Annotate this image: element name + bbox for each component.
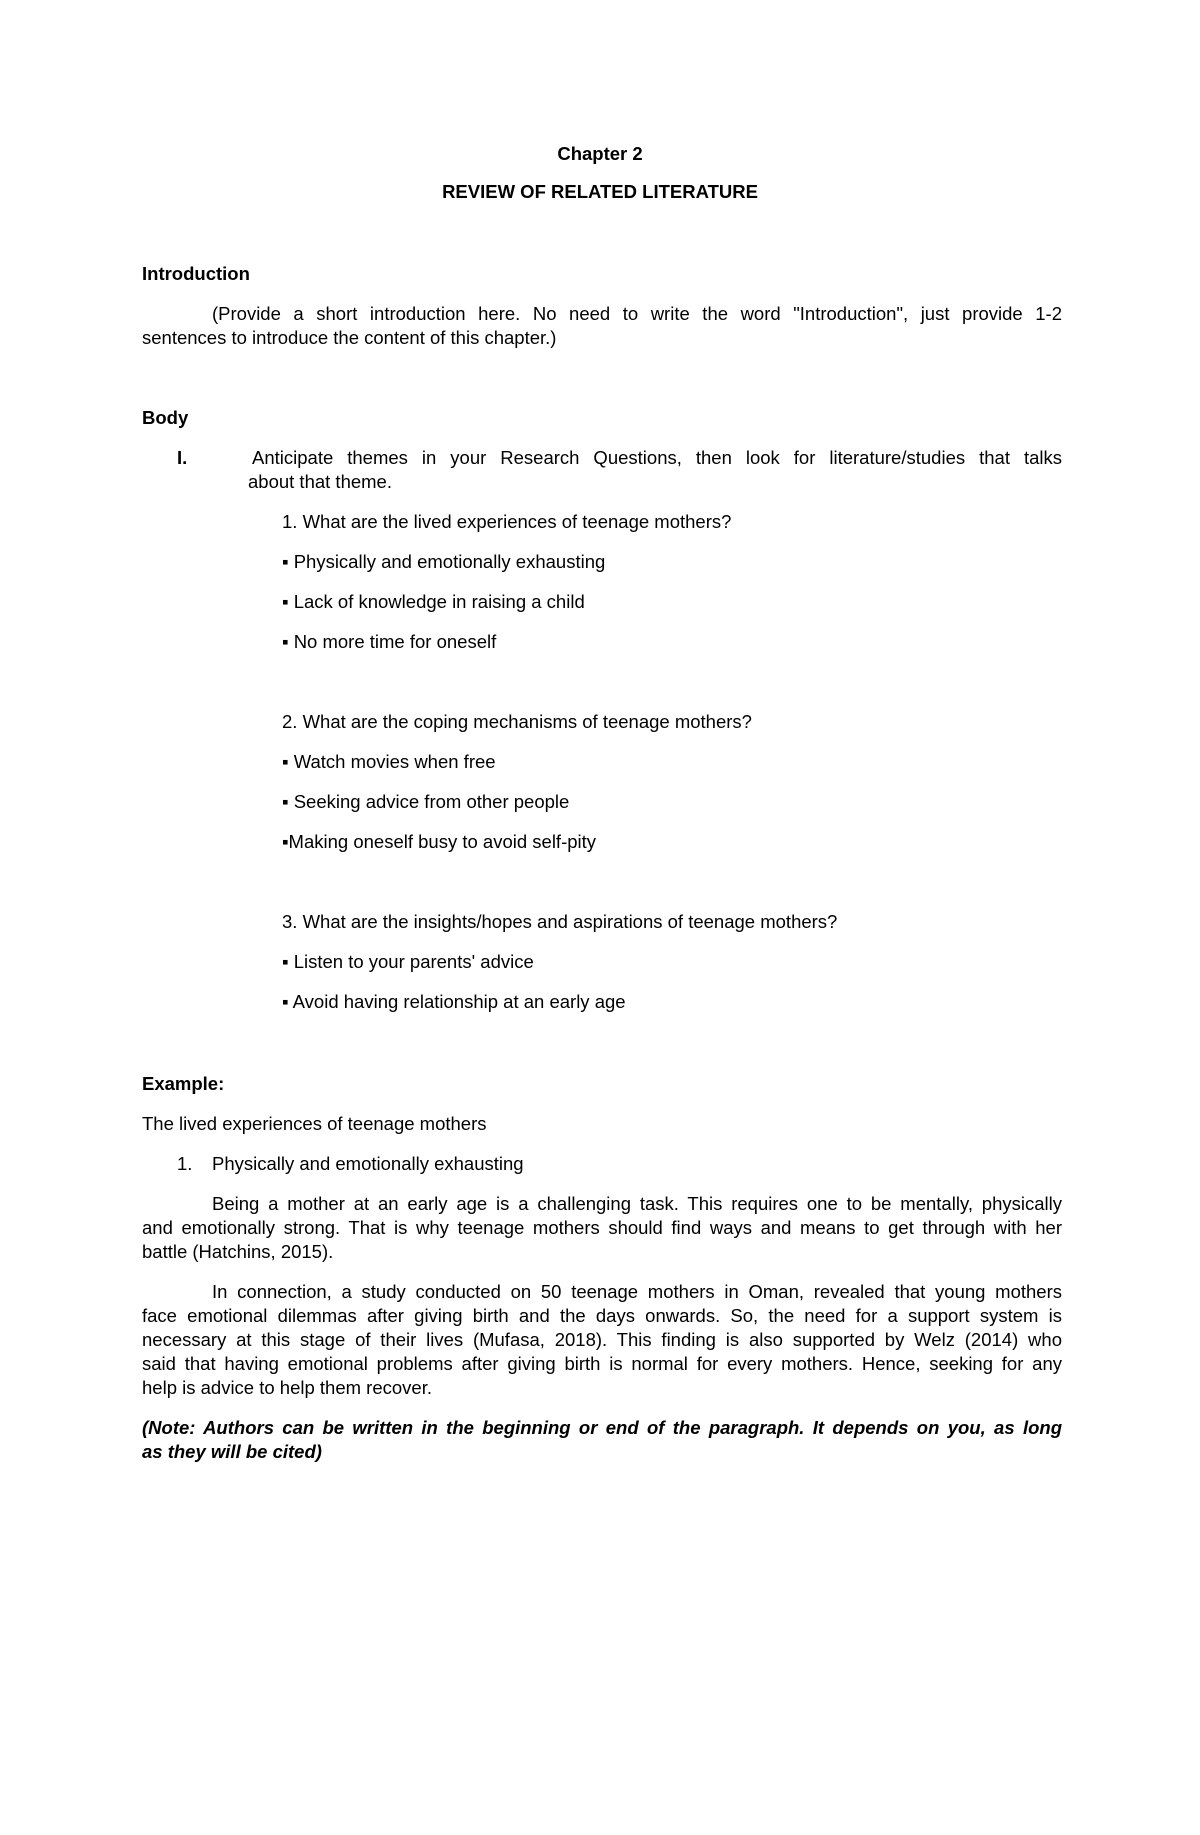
example-list-text: Physically and emotionally exhausting <box>212 1153 524 1174</box>
paragraph-1-line-1: Being a mother at an early age is a challenging task. This requires one to be mentally, physically <box>212 1193 1062 1214</box>
roman-item-line-2: about that theme. <box>248 471 392 492</box>
chapter-title: REVIEW OF RELATED LITERATURE <box>442 181 758 202</box>
paragraph-2-line-4: said that having emotional problems after giving birth is normal for every mothers. Hence, seeking for any <box>142 1353 1062 1374</box>
introduction-line-1: (Provide a short introduction here. No need to write the word "Introduction", just provide 1-2 <box>212 303 1062 324</box>
example-list-number: 1. <box>177 1153 193 1174</box>
paragraph-2-line-3: necessary at this stage of their lives (Mufasa, 2018). This finding is also supported by Welz (2014) who <box>142 1329 1062 1350</box>
introduction-line-2: sentences to introduce the content of this chapter.) <box>142 327 557 348</box>
note-line-2: as they will be cited) <box>142 1441 322 1462</box>
example-subtitle: The lived experiences of teenage mothers <box>142 1113 487 1134</box>
list-item: ▪ Listen to your parents' advice <box>282 951 534 972</box>
roman-numeral-marker: I. <box>177 447 188 468</box>
introduction-heading: Introduction <box>142 263 250 284</box>
research-question-2: 2. What are the coping mechanisms of teenage mothers? <box>282 711 752 732</box>
body-heading: Body <box>142 407 189 428</box>
paragraph-1-line-3: battle (Hatchins, 2015). <box>142 1241 334 1262</box>
research-question-1: 1. What are the lived experiences of teenage mothers? <box>282 511 732 532</box>
list-item: ▪ Seeking advice from other people <box>282 791 570 812</box>
paragraph-1-line-2: and emotionally strong. That is why teenage mothers should find ways and means to get through with her <box>142 1217 1062 1238</box>
paragraph-2-line-2: face emotional dilemmas after giving birth and the days onwards. So, the need for a support system is <box>142 1305 1062 1326</box>
list-item: ▪Making oneself busy to avoid self-pity <box>282 831 597 852</box>
paragraph-2-line-1: In connection, a study conducted on 50 teenage mothers in Oman, revealed that young mothers <box>212 1281 1062 1302</box>
example-heading: Example: <box>142 1073 225 1094</box>
note-line-1: (Note: Authors can be written in the beginning or end of the paragraph. It depends on you, as long <box>142 1417 1062 1438</box>
list-item: ▪ No more time for oneself <box>282 631 497 652</box>
list-item: ▪ Watch movies when free <box>282 751 496 772</box>
paragraph-2-line-5: help is advice to help them recover. <box>142 1377 432 1398</box>
list-item: ▪ Avoid having relationship at an early age <box>282 991 626 1012</box>
roman-item-line-1: Anticipate themes in your Research Questions, then look for literature/studies that talks <box>252 447 1062 468</box>
list-item: ▪ Lack of knowledge in raising a child <box>282 591 585 612</box>
list-item: ▪ Physically and emotionally exhausting <box>282 551 606 572</box>
research-question-3: 3. What are the insights/hopes and aspirations of teenage mothers? <box>282 911 838 932</box>
chapter-number: Chapter 2 <box>557 143 643 164</box>
